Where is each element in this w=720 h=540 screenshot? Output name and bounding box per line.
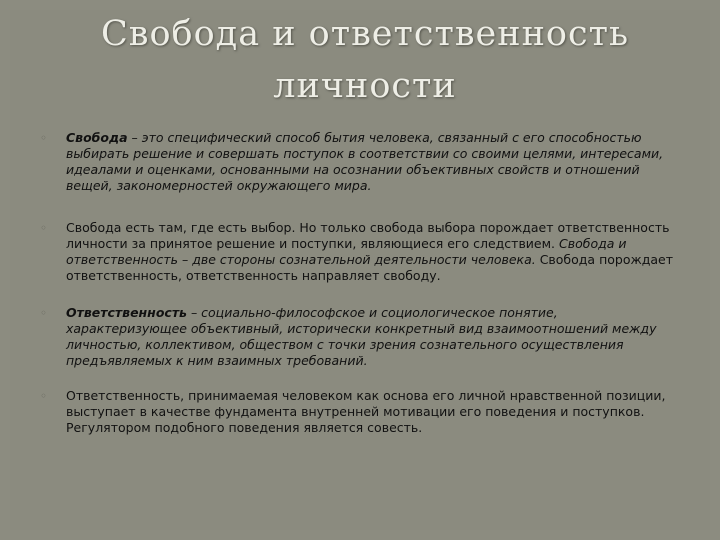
bullet-marker-icon: ◦ xyxy=(40,131,48,145)
term-freedom: Свобода xyxy=(66,130,128,145)
choice-text: Свобода есть там, где есть выбор. Но только свобода выбора порождает ответственность личности за принятое решение и поступки, являющиеся его следствием. xyxy=(66,220,670,251)
slide-title xyxy=(40,8,690,112)
bullet-text xyxy=(66,220,681,284)
term-responsibility: Ответственность xyxy=(66,305,187,320)
bullet-marker-icon: ◦ xyxy=(40,306,48,320)
choice-italic: Свобода и ответственность – две стороны сознательной деятельности человека. xyxy=(66,236,627,267)
choice-tail: Свобода порождает ответственность, ответственность направляет свободу. xyxy=(66,252,674,283)
bullet-text: Ответственность, принимаемая человеком как основа его личной нравственной позиции, выступает в качестве фундамента внутренней мотивации его поведения и поступков. Регулятором подобного поведения является совесть. xyxy=(66,388,666,435)
title-line-2: личности xyxy=(273,66,457,106)
definition-freedom: – это специфический способ бытия человека, связанный с его способностью выбирать решение и совершать поступок в соответствии со своими целями, интересами, идеалами и оценками, основанными на осознании объективных свойств и отношений вещей, закономерностей окружающего мира. xyxy=(66,130,664,193)
title-line-1: Свобода и ответственность xyxy=(100,14,630,54)
bullet-marker-icon: ◦ xyxy=(40,221,48,235)
definition-responsibility: – социально-философское и социологическое понятие, характеризующее объективный, исторически конкретный вид взаимоотношений между личностью, коллективом, обществом с точки зрения сознательного осуществления предъявляемых к ним взаимных требований. xyxy=(66,305,657,368)
bullet-marker-icon: ◦ xyxy=(40,389,48,403)
bullet-text xyxy=(66,305,681,369)
bullet-text xyxy=(66,130,681,194)
